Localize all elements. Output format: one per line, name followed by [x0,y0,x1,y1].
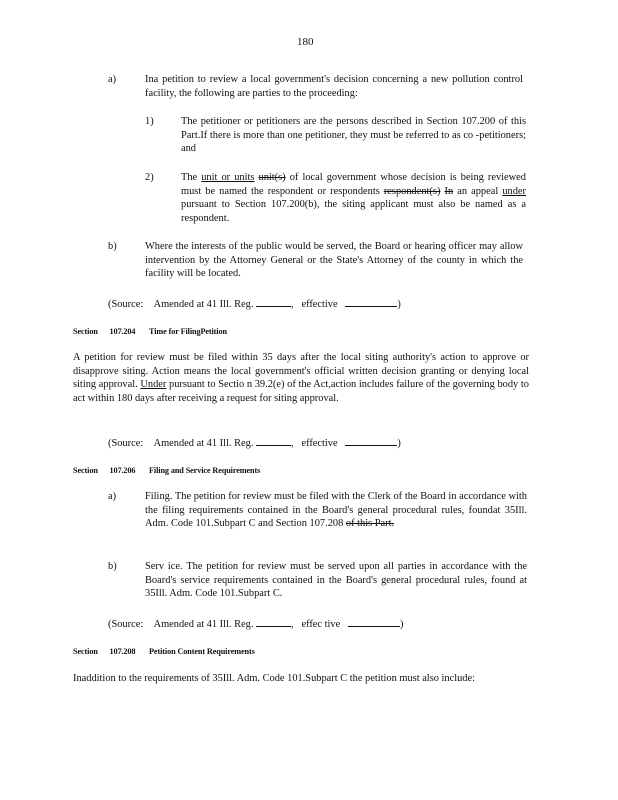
deleted-text: respondent(s) [383,185,441,197]
section-heading-107-206: Section 107.206 Filing and Service Requirements [73,466,261,475]
subsection-a-text: Ina petition to review a local government's decision concerning a new pollution control facility, the following are parties to the proceeding: [145,74,523,99]
section-107-208-text: Inaddition to the requirements of 35Ill. Adm. Code 101.Subpart C the petition must also include: [73,673,476,684]
item-2-label: 2) [145,172,154,183]
source-note-3: (Source: Amended at 41 Ill. Reg. , effec tive ) [108,616,403,632]
source-note-1: (Source: Amended at 41 Ill. Reg. , effective ) [108,296,401,312]
filing-text: Filing. The petition for review must be filed with the Clerk of the Board in accordance with the filing requirements contained in the Board's general procedural rules, foundat 35Ill. Adm. Code 101.Subpart C and Section 107.208 of this Part. [145,491,527,530]
subsection-a-label: a) [108,491,117,502]
inserted-text: Under [140,379,167,391]
subsection-b-label: b) [108,561,117,572]
deleted-text: of this Part [345,518,392,530]
source-note-2: (Source: Amended at 41 Ill. Reg. , effective ) [108,435,401,451]
item-1-label: 1) [145,116,154,127]
deleted-text: In [444,185,454,197]
subsection-b-text: Where the interests of the public would be served, the Board or hearing officer may allow intervention by the Attorney General or the State's Attorney of the county in which the facility will be located. [145,241,523,280]
inserted-text: unit or units [201,172,255,183]
subsection-b-label: b) [108,241,117,252]
service-text: Serv ice. The petition for review must be served upon all parties in accordance with the Board's service requirements contained in the Board's general procedural rules, found at 35Ill. Adm. Code 101.Subpart C. [145,561,527,600]
section-heading-107-208: Section 107.208 Petition Content Requirements [73,647,255,656]
page-number: 180 [297,36,314,48]
section-107-204-text: A petition for review must be filed within 35 days after the local siting authority's action to approve or disapprove siting. Action means the local government's official written decision granting or denying local siting approval. Under pursuant to Sectio n 39.2(e) of the Act,action includes failure of the governing body to act within 180 days after receiving a request for siting approval. [73,352,529,404]
item-2-text: The unit or units unit(s) of local government whose decision is being reviewed must be named the respondent or respondents respondent(s) In an appeal under pursuant to Section 107.200(b), the siting applicant must also be named as a respondent. [181,172,526,224]
item-1-text: The petitioner or petitioners are the persons described in Section 107.200 of this Part.If there is more than one petitioner, they must be referred to as co -petitioners; and [181,116,526,155]
deleted-text: unit(s) [258,172,286,183]
section-heading-107-204: Section 107.204 Time for FilingPetition [73,327,227,336]
subsection-a-label: a) [108,74,117,85]
inserted-text: under [502,185,526,197]
